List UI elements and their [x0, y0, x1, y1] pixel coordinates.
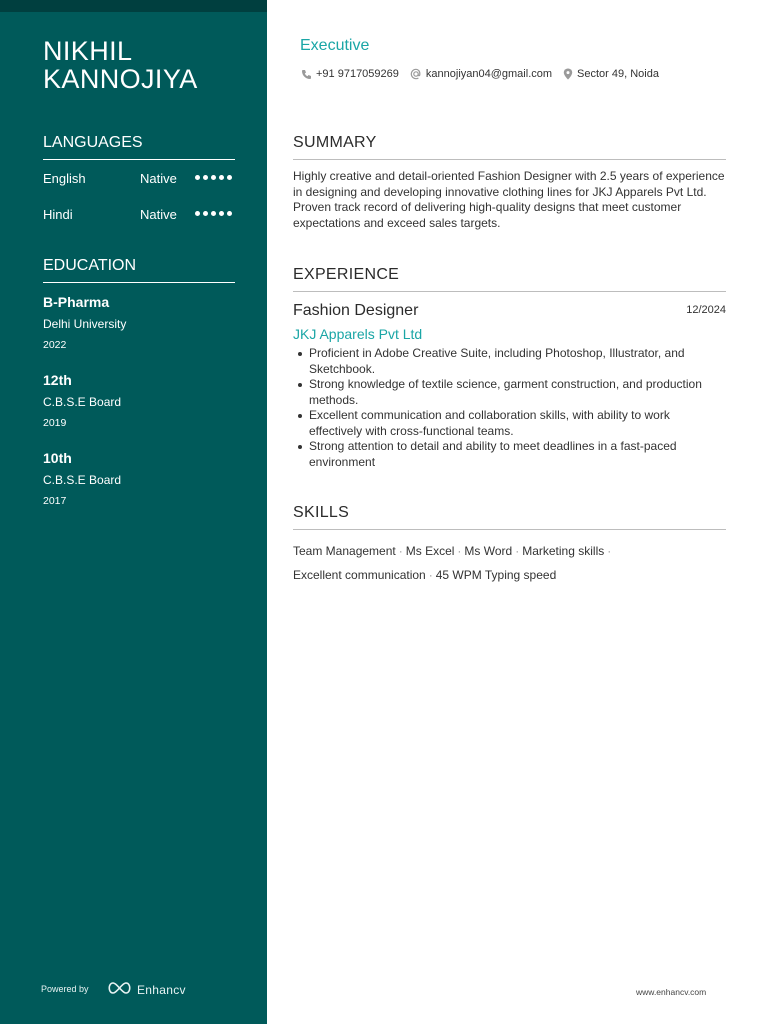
sidebar-top-bar — [0, 0, 267, 12]
enhancv-logo[interactable] — [107, 981, 186, 998]
rating-dot — [195, 211, 200, 216]
skill-item: Ms Word — [464, 544, 513, 558]
job-bullets — [293, 346, 726, 470]
education-item — [43, 293, 235, 352]
skills-list — [293, 539, 653, 587]
skills-heading: SKILLS — [293, 503, 726, 530]
summary-text: Highly creative and detail-oriented Fashion Designer with 2.5 years of experience in designing and developing innovative clothing lines for JKJ Apparels Pvt Ltd. Proven track record of delivering high-quality designs that meet customer expectations and exceed sales targets. — [293, 169, 725, 230]
languages-section — [43, 133, 235, 232]
rating-dot — [227, 175, 232, 180]
phone-number: +91 9717059269 — [316, 68, 399, 80]
rating-dot — [195, 175, 200, 180]
job-bullet: Strong knowledge of textile science, garment construction, and production methods. — [293, 377, 726, 408]
education-degree: 12th — [43, 372, 72, 388]
infinity-logo-icon — [107, 981, 132, 998]
email-address: kannojiyan04@gmail.com — [425, 68, 553, 80]
education-degree: B-Pharma — [43, 294, 110, 310]
skill-item: Team Management — [293, 544, 396, 558]
language-name: Hindi — [43, 207, 73, 222]
language-level: Native — [140, 171, 177, 186]
skill-item: Marketing skills — [522, 544, 605, 558]
language-row — [43, 160, 235, 196]
job-company: JKJ Apparels Pvt Ltd — [293, 326, 423, 342]
education-year: 2022 — [43, 339, 67, 351]
skill-separator: · — [398, 544, 403, 558]
skill-separator: · — [607, 544, 612, 558]
language-rating — [195, 211, 232, 216]
email-contact[interactable] — [410, 68, 552, 80]
languages-heading: LANGUAGES — [43, 133, 235, 160]
skill-separator: · — [428, 568, 433, 582]
skill-item: Excellent communication — [293, 568, 426, 582]
brand-name: Enhancv — [137, 982, 186, 997]
summary-heading: SUMMARY — [293, 133, 726, 160]
location-pin-icon — [563, 68, 573, 80]
language-row — [43, 196, 235, 232]
phone-contact[interactable] — [301, 68, 399, 80]
job-title: Executive — [300, 37, 370, 54]
language-name: English — [43, 171, 86, 186]
skill-separator: · — [515, 544, 520, 558]
candidate-name: NIKHIL KANNOJIYA — [43, 36, 198, 94]
education-school: C.B.S.E Board — [43, 395, 122, 409]
education-item — [43, 371, 235, 430]
job-role: Fashion Designer — [293, 302, 419, 319]
education-school: Delhi University — [43, 317, 127, 331]
education-degree: 10th — [43, 450, 72, 466]
skill-separator: · — [457, 544, 462, 558]
job-bullet: Excellent communication and collaboration skills, with ability to work effectively with cross-functional teams. — [293, 408, 726, 439]
phone-icon — [301, 69, 312, 80]
education-year: 2019 — [43, 417, 67, 429]
experience-section — [293, 265, 726, 470]
at-sign-icon — [410, 68, 422, 80]
rating-dot — [227, 211, 232, 216]
location-contact — [563, 68, 659, 80]
education-heading: EDUCATION — [43, 256, 235, 283]
skills-section — [293, 503, 726, 587]
rating-dot — [211, 211, 216, 216]
powered-by-label: Powered by — [41, 984, 89, 994]
language-rating — [195, 175, 232, 180]
rating-dot — [203, 211, 208, 216]
rating-dot — [219, 175, 224, 180]
experience-heading: EXPERIENCE — [293, 265, 726, 292]
education-school: C.B.S.E Board — [43, 473, 122, 487]
job-date: 12/2024 — [686, 304, 726, 316]
sidebar — [0, 0, 267, 1024]
rating-dot — [211, 175, 216, 180]
contact-bar — [301, 68, 670, 80]
location-text: Sector 49, Noida — [577, 68, 659, 80]
footer-url[interactable]: www.enhancv.com — [636, 987, 707, 997]
education-year: 2017 — [43, 495, 67, 507]
language-level: Native — [140, 207, 177, 222]
skill-item: Ms Excel — [405, 544, 455, 558]
rating-dot — [219, 211, 224, 216]
summary-section — [293, 133, 726, 231]
job-header — [293, 300, 726, 324]
education-item — [43, 449, 235, 508]
skill-item: 45 WPM Typing speed — [435, 568, 557, 582]
education-section — [43, 256, 235, 508]
job-bullet: Proficient in Adobe Creative Suite, including Photoshop, Illustrator, and Sketchbook. — [293, 346, 726, 377]
rating-dot — [203, 175, 208, 180]
job-bullet: Strong attention to detail and ability to meet deadlines in a fast-paced environment — [293, 439, 726, 470]
